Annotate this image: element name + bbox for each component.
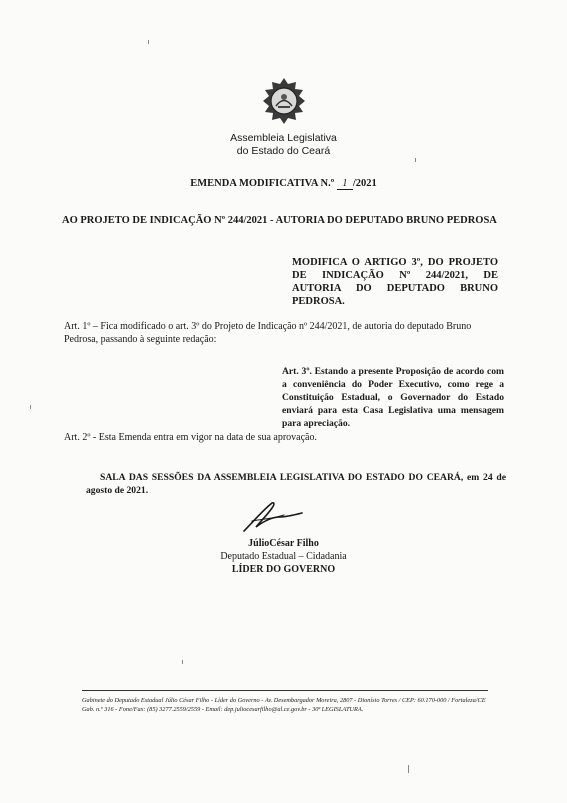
new-article-3-text: Art. 3º. Estando a presente Proposição de acordo com a conveniência do Poder Executivo, como rege a Constituição Estadual, o Governador do Estado enviará para esta Casa Legislativa uma mensagem para apreciação. — [282, 366, 504, 429]
amendment-number: 1 — [337, 178, 353, 190]
scan-speck — [30, 405, 31, 409]
footer-divider — [82, 690, 488, 691]
handwritten-signature — [238, 497, 306, 535]
scan-speck — [182, 660, 183, 664]
scan-speck — [415, 158, 416, 162]
scan-speck — [148, 40, 149, 44]
session-closing: SALA DAS SESSÕES DA ASSEMBLEIA LEGISLATIVA DO ESTADO DO CEARÁ, em 24 de agosto de 2021. — [86, 472, 506, 496]
office-footer: Gabinete do Deputado Estadual Júlio César Filho - Líder do Governo - Av. Desembargador Moreira, 2807 - Dionísio Torres / CEP: 60.170-000 / Fortaleza/CE Gab. n.º 316 - Fone/Fax: (85) 3277.2559/2559 - Email: dep.juliocesarfilho@al.ce.gov.br - 30ª LEGISLATURA. — [82, 697, 486, 713]
title-suffix: /2021 — [352, 178, 377, 189]
amendment-summary: MODIFICA O ARTIGO 3º, DO PROJETO DE INDICAÇÃO Nº 244/2021, DE AUTORIA DO DEPUTADO BRUNO PEDROSA. — [292, 257, 498, 307]
scan-speck — [408, 765, 409, 773]
assembly-name: Assembleia Legislativa — [230, 132, 337, 144]
amendment-subject: AO PROJETO DE INDICAÇÃO Nº 244/2021 - AUTORIA DO DEPUTADO BRUNO PEDROSA — [62, 215, 497, 226]
signature-block — [0, 537, 567, 576]
article-2: Art. 2º - Esta Emenda entra em vigor na data de sua aprovação. — [64, 432, 317, 443]
signer-role: Deputado Estadual – Cidadania — [220, 551, 347, 562]
document-title — [0, 178, 567, 190]
state-name: do Estado do Ceará — [236, 145, 331, 157]
article-1: Art. 1º – Fica modificado o art. 3º do Projeto de Indicação nº 244/2021, de autoria do deputado Bruno Pedrosa, passando à seguinte redação: — [64, 321, 472, 345]
title-prefix: EMENDA MODIFICATIVA N.º — [190, 178, 335, 189]
signer-name: JúlioCésar Filho — [248, 538, 319, 549]
state-coat-of-arms — [258, 75, 310, 127]
signer-leadership-role: LÍDER DO GOVERNO — [231, 564, 336, 575]
